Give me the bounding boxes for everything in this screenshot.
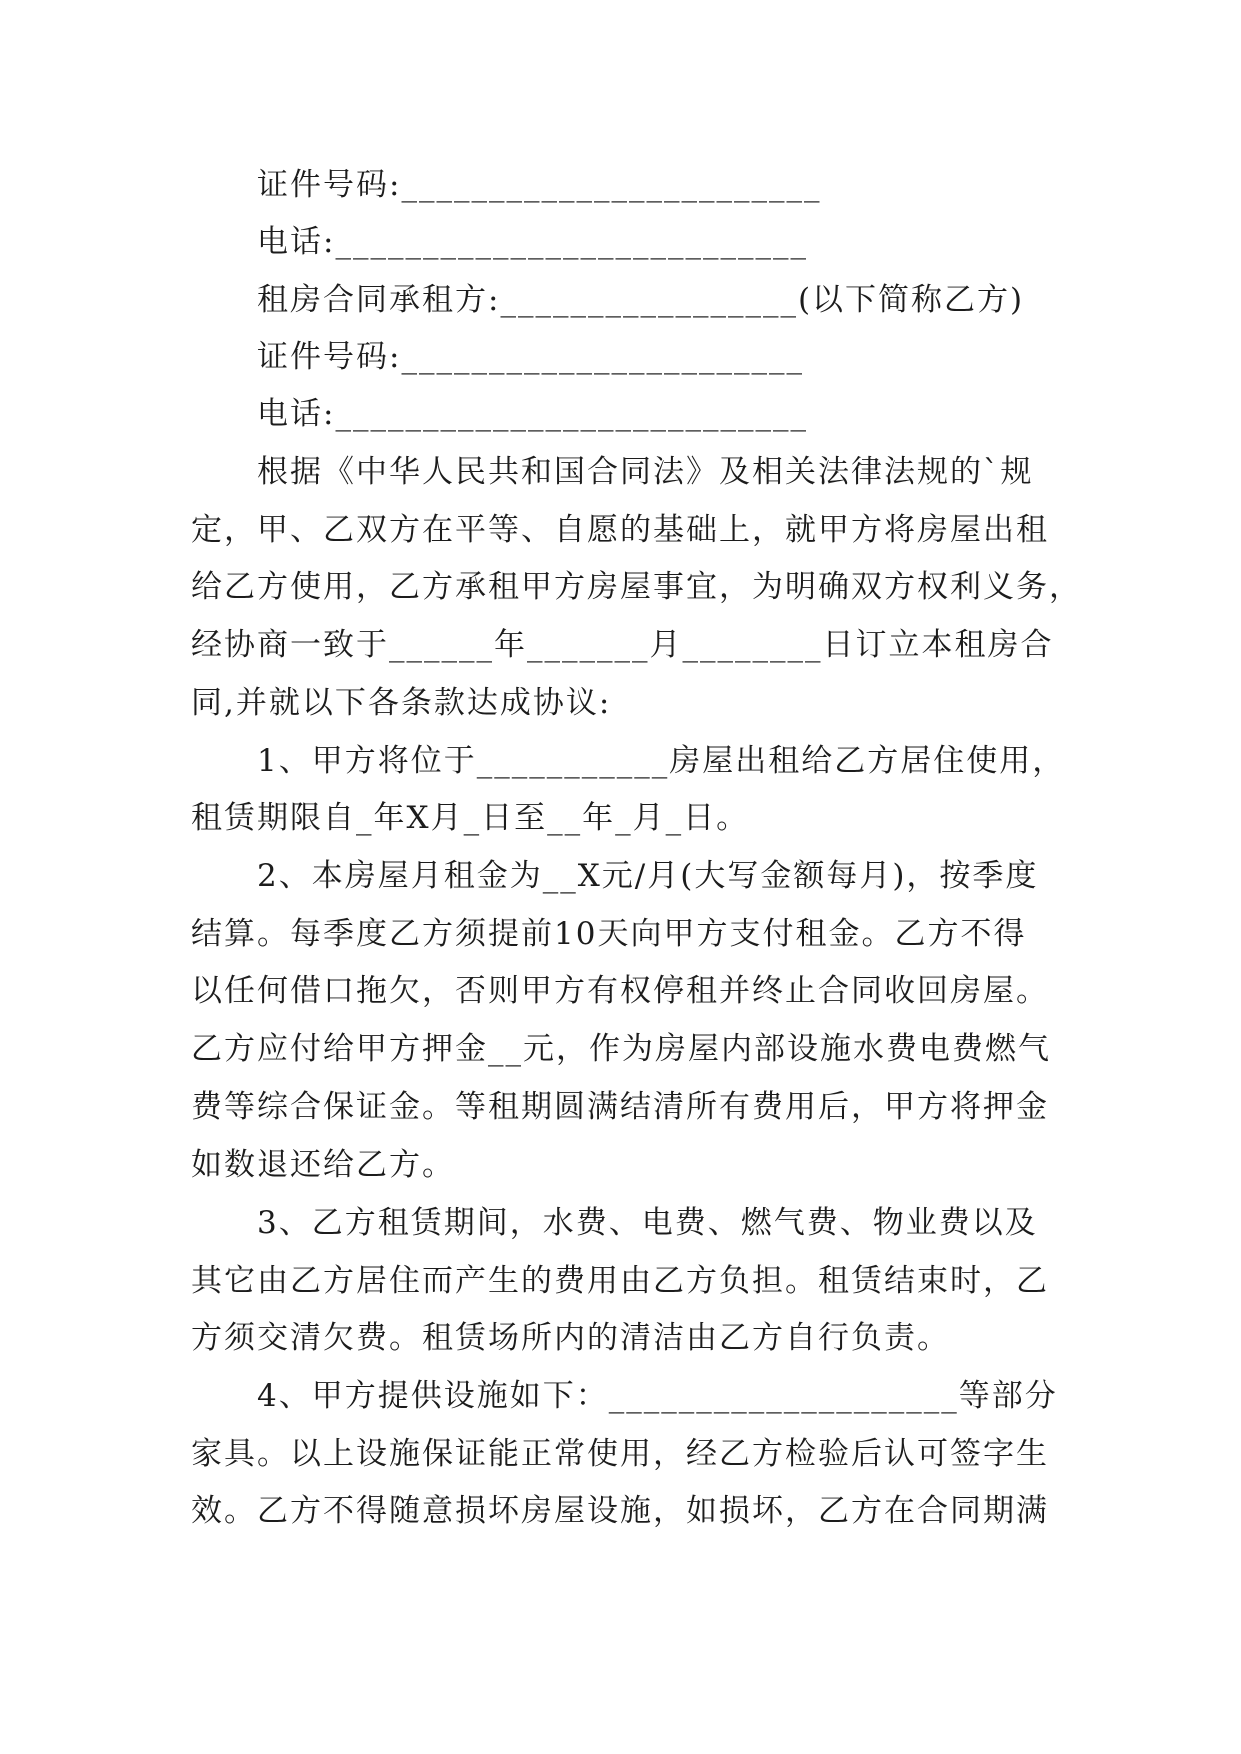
field-blank: _________________ — [500, 282, 798, 318]
field-label: 电话: — [257, 396, 336, 432]
field-blank: ___________________________ — [335, 396, 808, 432]
clause-2-line: 乙方应付给甲方押金__元，作为房屋内部设施水费电费燃气 — [191, 1031, 1051, 1067]
clause-3-line: 方须交清欠费。租赁场所内的清洁由乙方自行负责。 — [191, 1320, 950, 1356]
lessee-field — [257, 280, 1024, 320]
field-suffix: (以下简称乙方) — [797, 282, 1025, 318]
clause-4-line: 4、甲方提供设施如下：____________________等部分 — [257, 1378, 1058, 1414]
clause-2-line: 费等综合保证金。等租期圆满结清所有费用后，甲方将押金 — [191, 1089, 1049, 1125]
phone-field-lessor — [257, 222, 808, 262]
clause-3-line: 3、乙方租赁期间，水费、电费、燃气费、物业费以及 — [257, 1205, 1038, 1241]
field-label: 租房合同承租方: — [257, 282, 501, 318]
field-label: 电话: — [257, 224, 336, 260]
clause-3-line: 其它由乙方居住而产生的费用由乙方负担。租赁结束时，乙 — [191, 1263, 1049, 1299]
clause-4-line: 效。乙方不得随意损坏房屋设施，如损坏，乙方在合同期满 — [191, 1493, 1049, 1529]
id-number-field-lessor — [257, 165, 821, 205]
field-blank: ___________________________ — [335, 224, 808, 260]
clause-1-line: 1、甲方将位于___________房屋出租给乙方居住使用， — [257, 743, 1066, 779]
intro-line: 给乙方使用，乙方承租甲方房屋事宜，为明确双方权利义务， — [191, 569, 1082, 605]
id-number-field-lessee — [257, 337, 804, 377]
clause-2-line: 结算。每季度乙方须提前10天向甲方支付租金。乙方不得 — [191, 916, 1027, 952]
intro-line: 同,并就以下各条款达成协议: — [191, 685, 612, 721]
field-blank: _______________________ — [401, 339, 804, 375]
clause-2-line: 2、本房屋月租金为__X元/月(大写金额每月)，按季度 — [257, 858, 1039, 894]
intro-line: 经协商一致于______年_______月________日订立本租房合 — [191, 627, 1054, 663]
field-label: 证件号码: — [257, 167, 402, 203]
phone-field-lessee — [257, 394, 808, 434]
clause-1-line: 租赁期限自_年X月_日至__年_月_日。 — [191, 800, 750, 836]
field-blank: ________________________ — [401, 167, 822, 203]
intro-line: 定，甲、乙双方在平等、自愿的基础上，就甲方将房屋出租 — [191, 512, 1049, 548]
clause-4-line: 家具。以上设施保证能正常使用，经乙方检验后认可签字生 — [191, 1436, 1049, 1472]
field-label: 证件号码: — [257, 339, 402, 375]
intro-line: 根据《中华人民共和国合同法》及相关法律法规的`规 — [257, 454, 1034, 490]
clause-2-line: 以任何借口拖欠，否则甲方有权停租并终止合同收回房屋。 — [191, 973, 1049, 1009]
clause-2-line: 如数退还给乙方。 — [191, 1147, 455, 1183]
